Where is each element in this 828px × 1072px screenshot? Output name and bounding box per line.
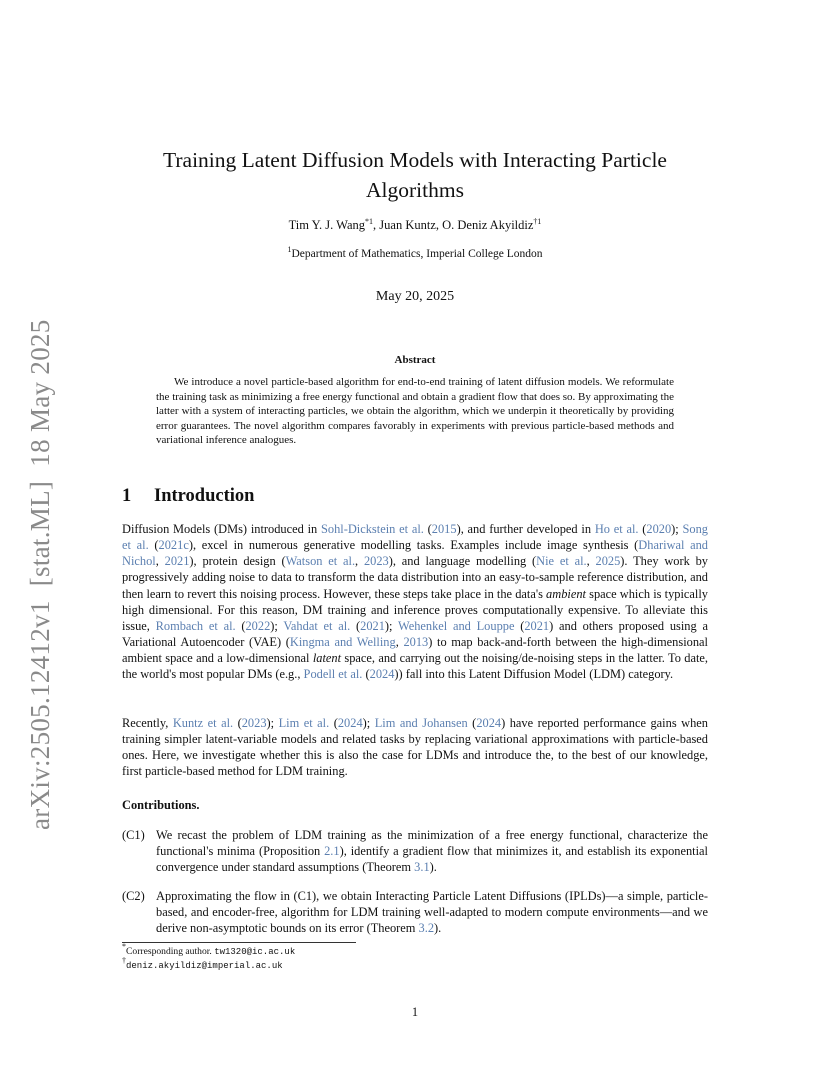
citation-year-link[interactable]: 2022	[245, 618, 271, 633]
text-span: training as the minimization of a free energy functional, characterize the functional's minima (Proposition	[156, 828, 708, 859]
acronym: IPLD	[569, 889, 597, 903]
text-span: training and inference proves computationally expensive. To alleviate this issue,	[122, 602, 708, 633]
footnote-text: Corresponding author.	[126, 946, 215, 957]
citation-link[interactable]: Vahdat et al.	[283, 618, 351, 633]
text-span: (	[329, 716, 338, 730]
text-span: )) fall into this Latent Diffusion Model (	[394, 667, 594, 682]
section-heading	[122, 486, 254, 507]
citation-year-link[interactable]: 2021	[360, 618, 385, 633]
text-span: (	[467, 716, 477, 730]
arxiv-date: 18 May 2025	[25, 319, 55, 467]
citation-year-link[interactable]: 2024	[476, 716, 502, 730]
cross-reference-link[interactable]: 3.2	[418, 921, 435, 936]
text-span: (	[233, 716, 242, 730]
text-span: ) to map back-and-forth between the high-dimensional ambient space and a low-dimensional	[122, 635, 708, 666]
footnote-mark: †	[122, 956, 126, 965]
author-list	[122, 218, 708, 233]
text-span: );	[270, 618, 284, 633]
citation-link[interactable]: Lim et al.	[278, 716, 330, 730]
citation-year-link[interactable]: 2024	[369, 667, 395, 682]
acronym: LDM	[426, 748, 454, 763]
text-span: space which is typically high dimensional. For this reason,	[122, 586, 708, 617]
text-span: ).	[434, 921, 442, 936]
acronym: LDM	[593, 667, 621, 682]
citation-year-link[interactable]: 2024	[337, 716, 363, 730]
text-span: Diffusion Models (	[122, 522, 219, 536]
citation-year-link[interactable]: 2021	[164, 554, 190, 569]
author-names: , Juan Kuntz, O. Deniz Akyildiz	[373, 218, 534, 232]
citation-year-link[interactable]: 2025	[595, 554, 621, 569]
text-span: );	[384, 618, 398, 633]
citation-year-link[interactable]: 2021	[524, 618, 550, 633]
contribution-item-c2	[122, 888, 708, 936]
text-span: ), and further developed in	[456, 522, 595, 536]
cross-reference-link[interactable]: 2.1	[324, 844, 340, 859]
email-address: deniz.akyildiz@imperial.ac.uk	[126, 961, 283, 971]
text-span: (	[423, 522, 432, 536]
abstract-heading: Abstract	[394, 354, 436, 366]
text-span: ), identify a gradient flow that minimizes it, and establish its exponential convergence under standard assumptions (Theorem	[156, 844, 708, 875]
acronym: LDM	[294, 828, 323, 842]
acronym: LDM	[350, 905, 379, 920]
text-span: ), protein design (	[189, 554, 286, 569]
footnote-email	[122, 956, 283, 972]
cross-reference-link[interactable]: 3.1	[414, 860, 430, 875]
text-span: s) introduced in	[238, 522, 321, 536]
section-number: 1	[122, 486, 132, 506]
footnote-rule	[122, 942, 356, 943]
citation-link[interactable]: Lim and Johansen	[374, 716, 468, 730]
citation-link[interactable]: Watson et al.	[285, 554, 356, 569]
text-span: ).	[429, 860, 437, 875]
text-span: s (e.g.,	[267, 667, 304, 682]
contribution-label: (C2)	[122, 889, 145, 903]
text-span: (	[362, 667, 370, 682]
text-span: ,	[395, 635, 404, 650]
contribution-label: (C1)	[122, 828, 145, 842]
text-span: );	[362, 716, 375, 730]
acronym: DM	[218, 522, 239, 536]
intro-paragraph-2	[122, 715, 708, 780]
footnote-corresponding-author	[122, 942, 296, 958]
citation-year-link[interactable]: 2013	[403, 635, 429, 650]
text-span: ). They work by progressively adding noise to data to transform the data distribution into an easy-to-sample reference distribution, and then learn to revert this noising process. However, these steps take place in the data's	[122, 554, 708, 601]
contribution-text	[156, 827, 708, 875]
text-span: training well-adapted to modern compute environments—and we derive non-asymptotic bounds on its error (Theorem	[156, 905, 708, 936]
paper-title: Training Latent Diffusion Models with Interacting Particle Algorithms	[163, 148, 667, 202]
citation-year-link[interactable]: 2021c	[158, 538, 189, 553]
arxiv-sidebar-stamp	[10, 90, 70, 830]
citation-link[interactable]: Kuntz et al.	[172, 716, 234, 730]
arxiv-id: arXiv:2505.12412v1	[25, 600, 55, 830]
affiliation-superscript: 1	[287, 245, 292, 254]
text-span: ) category.	[620, 667, 674, 682]
text-span: (	[638, 522, 647, 536]
citation-year-link[interactable]: 2023	[363, 554, 389, 569]
text-span: ), excel in numerous generative modelling tasks. Examples include image synthesis (	[188, 538, 639, 553]
text-span: (	[514, 618, 525, 633]
acronym: DM	[247, 667, 268, 682]
emphasis: latent	[312, 651, 342, 666]
author-name: Tim Y. J. Wang	[288, 218, 366, 232]
text-span: training.	[303, 764, 348, 779]
text-span: );	[671, 522, 683, 536]
page-number: 1	[411, 1005, 419, 1019]
citation-year-link[interactable]: 2020	[646, 522, 672, 536]
email-address: tw1320@ic.ac.uk	[214, 947, 296, 957]
citation-year-link[interactable]: 2023	[241, 716, 267, 730]
emphasis: ambient	[546, 586, 586, 601]
citation-link[interactable]: Sohl-Dickstein et al.	[321, 522, 424, 536]
contribution-text	[156, 888, 708, 936]
contributions-heading: Contributions.	[122, 798, 200, 812]
text-span: ,	[355, 554, 364, 569]
citation-link[interactable]: Rombach et al.	[155, 618, 236, 633]
citation-year-link[interactable]: 2015	[431, 522, 457, 536]
text-span: ,	[155, 554, 165, 569]
citation-link[interactable]: Song et al.	[122, 522, 708, 553]
text-span: s)—a simple, particle-based, and encoder-free, algorithm for	[156, 889, 708, 920]
citation-link[interactable]: Nie et al.	[536, 554, 587, 569]
text-span: ), and language modelling (	[388, 554, 537, 569]
affiliation-text: Department of Mathematics, Imperial College London	[291, 248, 543, 260]
contribution-item-c1	[122, 827, 708, 875]
text-span: ,	[586, 554, 596, 569]
author-superscript: †1	[533, 217, 542, 226]
footnote-mark: *	[122, 942, 126, 951]
text-span: Approximating the flow in (C1), we obtain Interacting Particle Latent Diffusions (	[156, 889, 570, 903]
abstract-body: We introduce a novel particle-based algorithm for end-to-end training of latent diffusion models. We reformulate the training task as minimizing a free energy functional and obtain a gradient flow that does so. By approximating the latter with a system of interacting particles, we obtain the algorithm, which we underpin it theoretically by providing error guarantees. The novel algorithm compares favorably in experiments with previous particle-based methods and variational inference analogues.	[156, 376, 674, 447]
text-span: );	[266, 716, 279, 730]
text-span: s and introduce the, to the best of our knowledge, first particle-based method for	[122, 748, 709, 779]
affiliation	[122, 245, 708, 260]
intro-paragraph-1	[122, 521, 708, 683]
text-span: We recast the problem of	[156, 828, 295, 842]
citation-link[interactable]: Ho et al.	[594, 522, 639, 536]
text-span: (	[148, 538, 159, 553]
text-span: ) and others proposed using a Variational Autoencoder (VAE) (	[122, 618, 708, 650]
arxiv-category: [stat.ML]	[25, 480, 55, 587]
citation-link[interactable]: Podell et al.	[303, 667, 363, 682]
text-span: (	[350, 618, 361, 633]
text-span: ) have reported performance gains when training simpler latent-variable models and related tasks by replacing variational approximations with particle-based ones. Here, we investigate whether this is also the case for	[122, 716, 708, 763]
acronym: DM	[302, 602, 323, 617]
acronym: LDM	[275, 764, 303, 779]
citation-link[interactable]: Dhariwal and Nichol	[122, 538, 708, 569]
citation-link[interactable]: Wehenkel and Louppe	[398, 618, 515, 633]
citation-link[interactable]: Kingma and Welling	[289, 635, 396, 650]
text-span: Recently,	[122, 716, 173, 730]
text-span: space, and carrying out the noising/de-noising steps in the latter. To date, the world's most popular	[122, 651, 709, 682]
paper-date: May 20, 2025	[375, 289, 455, 304]
section-title: Introduction	[154, 486, 255, 506]
author-superscript: *1	[365, 217, 374, 226]
text-span: (	[235, 618, 246, 633]
